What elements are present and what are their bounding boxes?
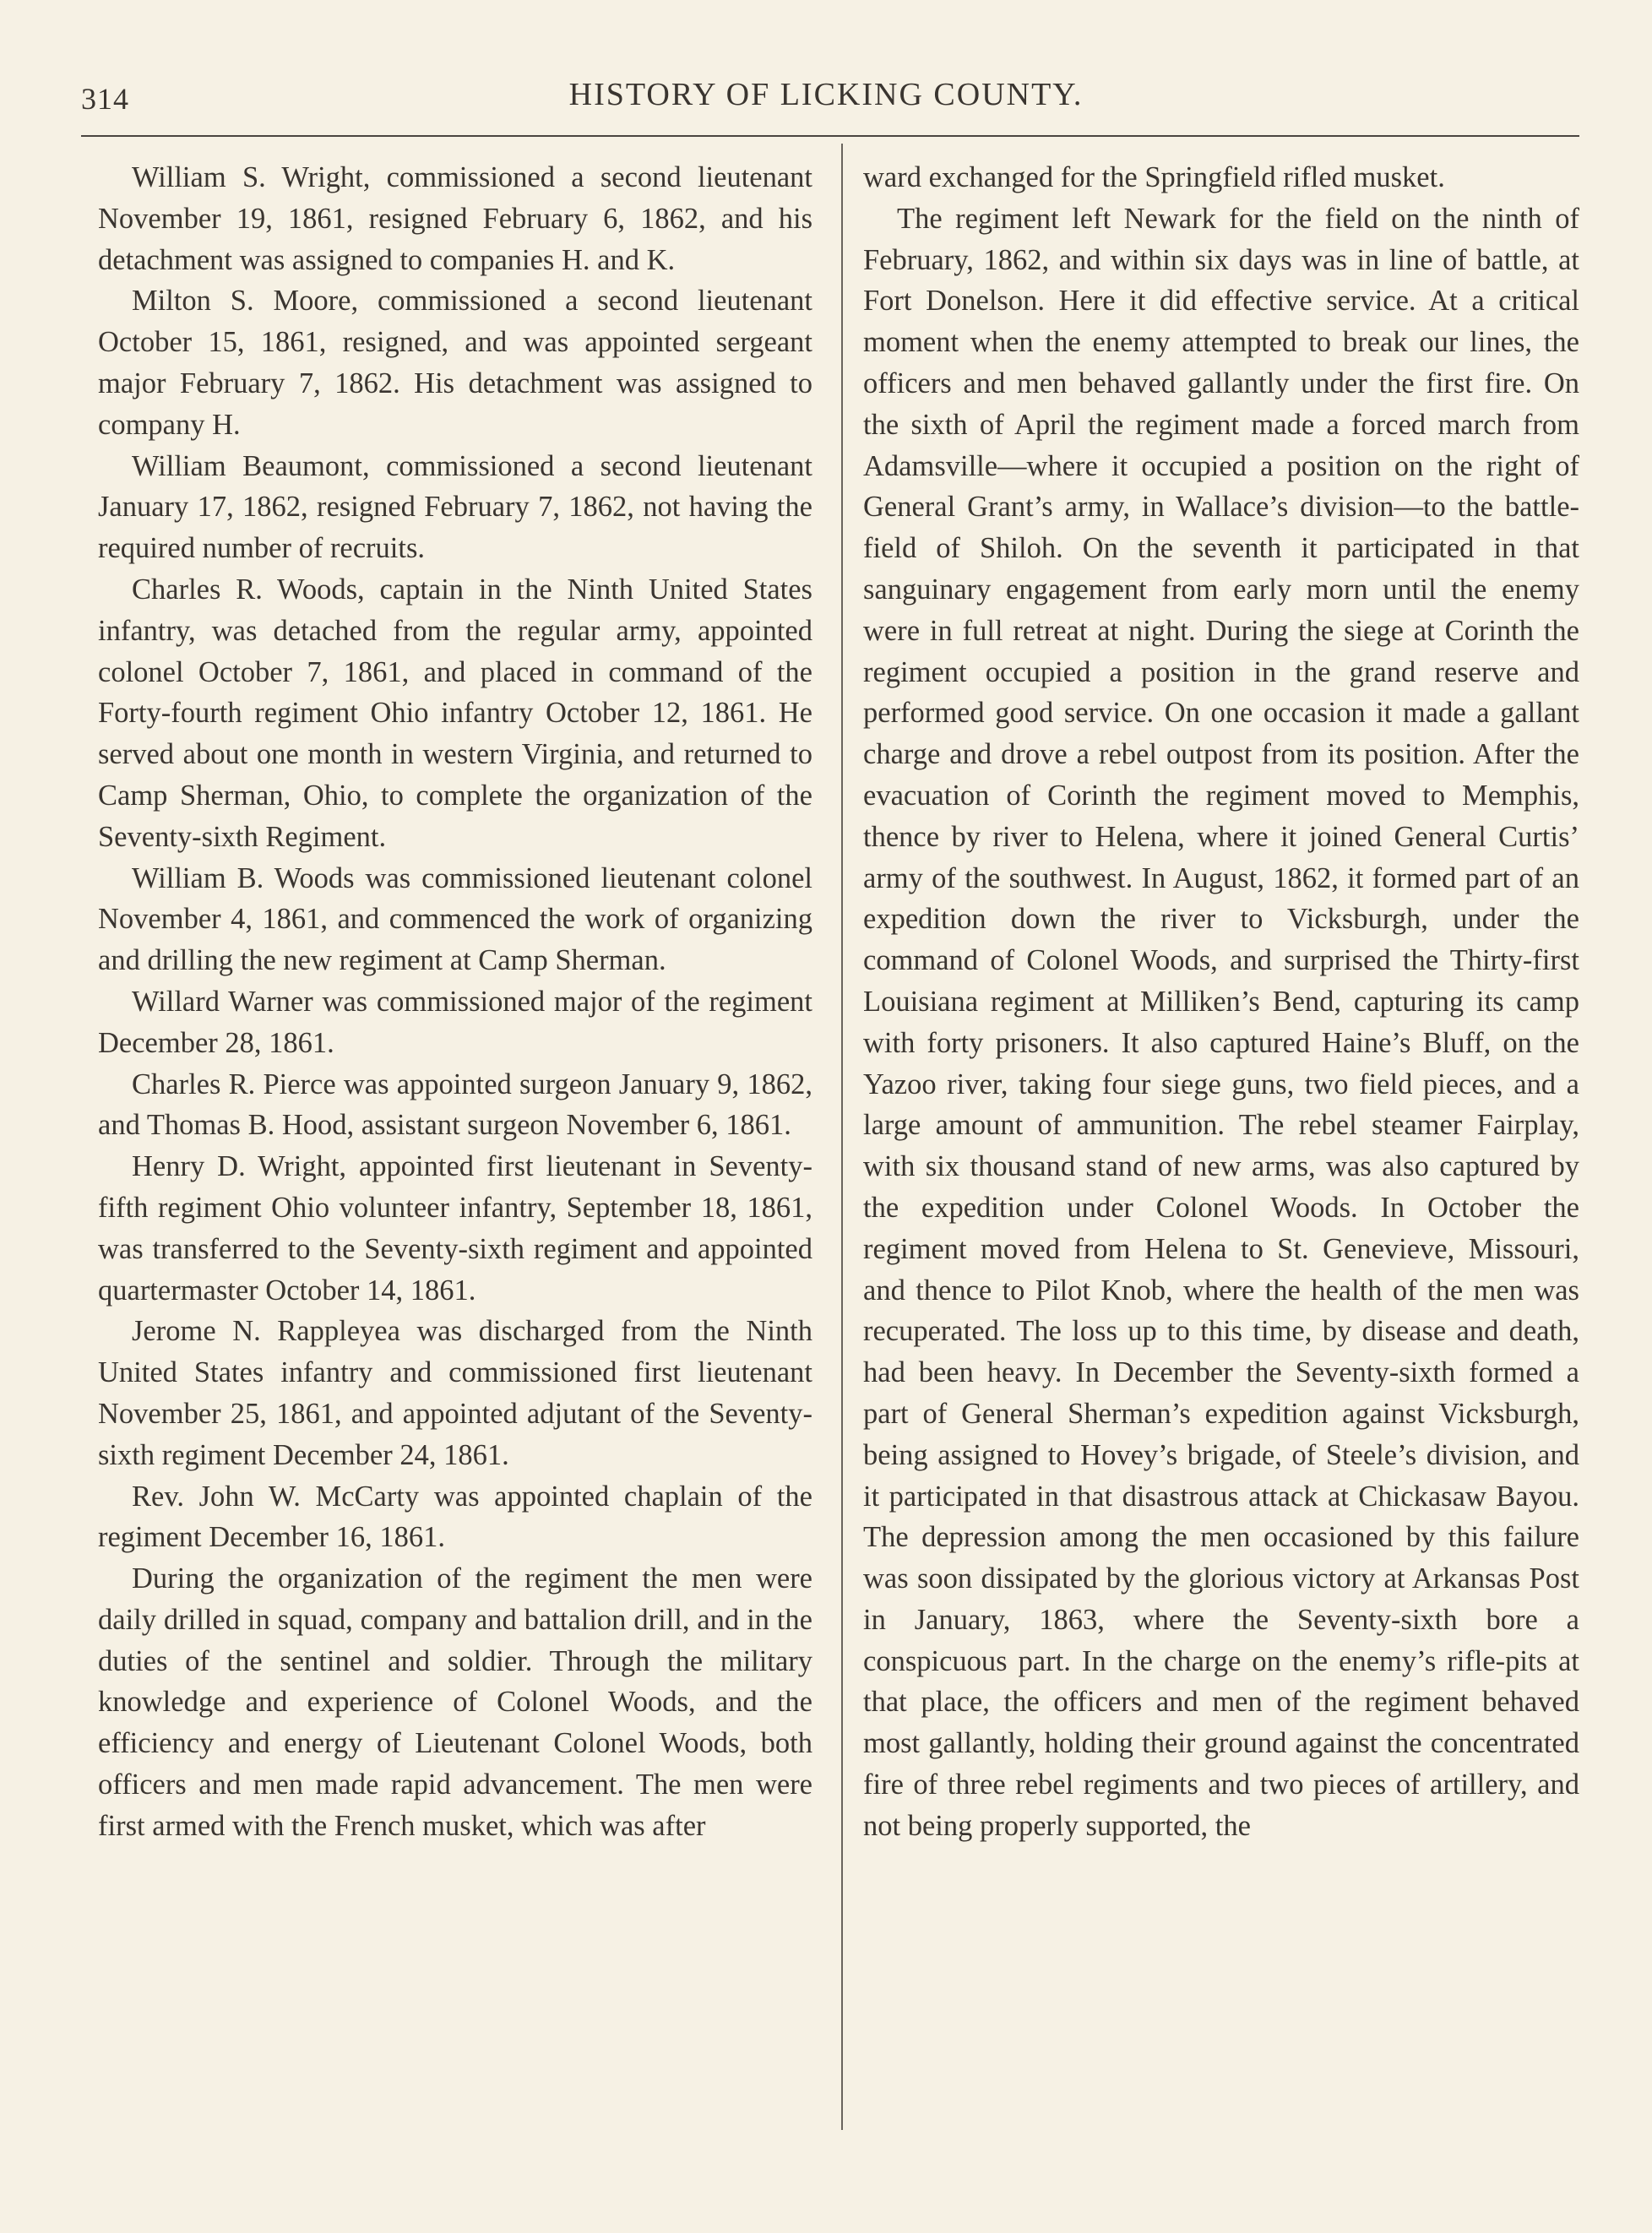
header-rule bbox=[81, 135, 1579, 137]
paragraph-continuation: ward exchanged for the Springfield rifled musket. bbox=[863, 161, 1445, 193]
column-divider bbox=[841, 144, 843, 2130]
paragraph-warner: Willard Warner was commissioned major of the regiment December 28, 1861. bbox=[98, 985, 812, 1059]
paragraph-henry-wright: Henry D. Wright, appointed first lieutenant in Seventy-fifth regiment Ohio volunteer infantry, September 18, 1861, was transferred to the Seventy-sixth regiment and appointed quartermaster October 14, 1861. bbox=[98, 1150, 812, 1307]
paragraph-organization: During the organization of the regiment the men were daily drilled in squad, company and battalion drill, and in the duties of the sentinel and soldier. Through the military knowledge and experience of Colonel Woods, and the efficiency and energy of Lieutenant Colonel Woods, both officers and men made rapid advancement. The men were first armed with the French musket, which was after bbox=[98, 1562, 812, 1842]
paragraph-rappleyea: Jerome N. Rappleyea was discharged from the Ninth United States infantry and commissioned first lieutenant November 25, 1861, and appointed adjutant of the Seventy-sixth regiment December 24, 1861. bbox=[98, 1315, 812, 1471]
paragraph-pierce: Charles R. Pierce was appointed surgeon January 9, 1862, and Thomas B. Hood, assistant surgeon November 6, 1861. bbox=[98, 1068, 812, 1142]
left-column bbox=[98, 157, 812, 1847]
running-title: HISTORY OF LICKING COUNTY. bbox=[568, 77, 1084, 112]
paragraph-beaumont: William Beaumont, commissioned a second lieutenant January 17, 1862, resigned February 7, 1862, not having the required number of recruits. bbox=[98, 449, 812, 565]
paragraph-campaign: The regiment left Newark for the field on the ninth of February, 1862, and within six days was in line of battle, at Fort Donelson. Here it did effective service. At a critical moment when the enemy attempted to break our lines, the officers and men behaved gallantly under the first fire. On the sixth of April the regiment made a forced march from Adamsville—where it occupied a position on the right of General Grant’s army, in Wallace’s division—to the battle-field of Shiloh. On the seventh it participated in that sanguinary engagement from early morn until the enemy were in full retreat at night. During the siege at Corinth the regiment occupied a position in the grand reserve and performed good service. On one occasion it made a gallant charge and drove a rebel outpost from its position. After the evacuation of Corinth the regiment moved to Memphis, thence by river to Helena, where it joined General Curtis’ army of the southwest. In August, 1862, it formed part of an expedition down the river to Vicksburgh, under the command of Colonel Woods, and surprised the Thirty-first Louisiana regiment at Milliken’s Bend, capturing its camp with forty prisoners. It also captured Haine’s Bluff, on the Yazoo river, taking four siege guns, two field pieces, and a large amount of ammunition. The rebel steamer Fairplay, with six thousand stand of new arms, was also captured by the expedition under Colonel Woods. In October the regiment moved from Helena to St. Genevieve, Missouri, and thence to Pilot Knob, where the health of the men was recuperated. The loss up to this time, by disease and death, had been heavy. In December the Seventy-sixth formed a part of General Sherman’s expedition against Vicksburgh, being assigned to Hovey’s brigade, of Steele’s division, and it participated in that disastrous attack at Chickasaw Bayou. The depression among the men occasioned by this failure was soon dissipated by the glorious victory at Arkansas Post in January, 1863, where the Seventy-sixth bore a conspicuous part. In the charge on the enemy’s rifle-pits at that place, the officers and men of the regiment behaved most gallantly, holding their ground against the concentrated fire of three rebel regiments and two pieces of artillery, and not being properly supported, the bbox=[863, 202, 1579, 1842]
right-column bbox=[863, 157, 1579, 1847]
paragraph-mccarty: Rev. John W. McCarty was appointed chaplain of the regiment December 16, 1861. bbox=[98, 1480, 812, 1554]
paragraph-william-woods: William B. Woods was commissioned lieutenant colonel November 4, 1861, and commenced the work of organizing and drilling the new regiment at Camp Sherman. bbox=[98, 861, 812, 977]
page-number: 314 bbox=[81, 82, 129, 116]
paragraph-charles-woods: Charles R. Woods, captain in the Ninth United States infantry, was detached from the regular army, appointed colonel October 7, 1861, and placed in command of the Forty-fourth regiment Ohio infantry October 12, 1861. He served about one month in western Virginia, and returned to Camp Sherman, Ohio, to complete the organization of the Seventy-sixth Regiment. bbox=[98, 573, 812, 853]
paragraph-moore: Milton S. Moore, commissioned a second lieutenant October 15, 1861, resigned, and was appointed sergeant major February 7, 1862. His detachment was assigned to company H. bbox=[98, 285, 812, 441]
paragraph-wright-william: William S. Wright, commissioned a second lieutenant November 19, 1861, resigned February 6, 1862, and his detachment was assigned to companies H. and K. bbox=[98, 161, 812, 276]
